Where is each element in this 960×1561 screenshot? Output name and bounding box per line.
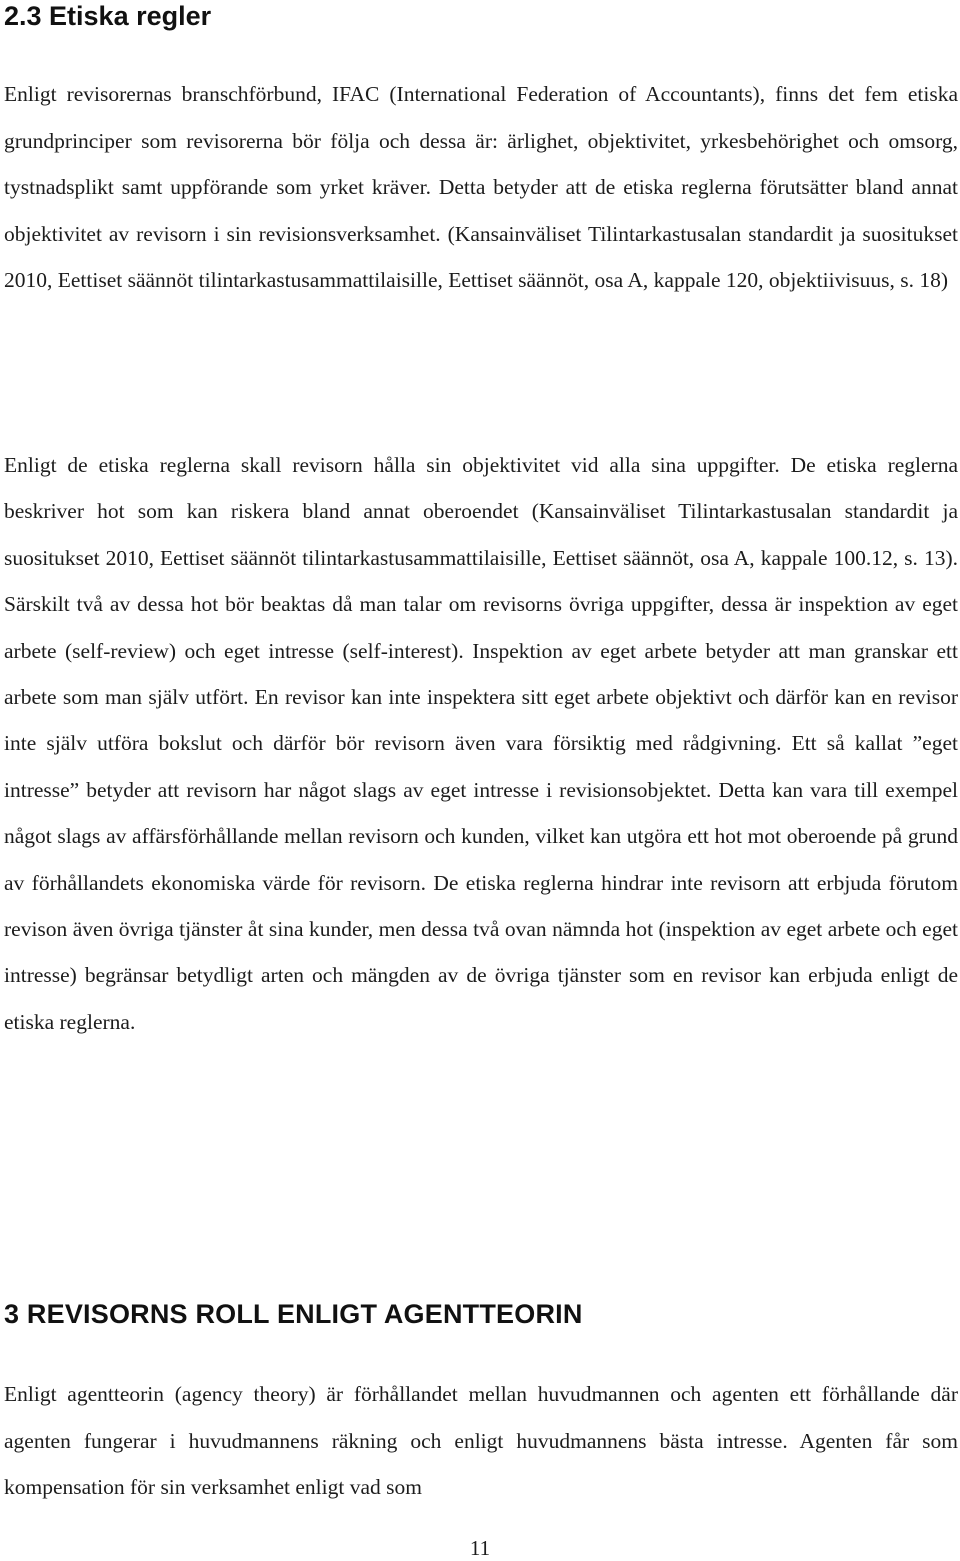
paragraph-agency-theory: Enligt agentteorin (agency theory) är förhållandet mellan huvudmannen och agenten ett förhållande där agenten fungerar i huvudmannens räkning och enligt huvudmannens bästa intresse. Agenten får som kompensation för sin verksamhet enligt vad som bbox=[4, 1382, 958, 1500]
paragraph-objectivity-threats: Enligt de etiska reglerna skall revisorn hålla sin objektivitet vid alla sina uppgifter. De etiska reglerna beskriver hot som kan riskera bland annat oberoendet (Kansainväliset Tilintarkastusalan standardit ja suositukset 2010, Eettiset säännöt tilintarkastusammattilaisille, Eettiset säännöt, osa A, kappale 100.12, s. 13). Särskilt två av dessa hot bör beaktas då man talar om revisorns övriga uppgifter, dessa är inspektion av eget arbete (self-review) och eget intresse (self-interest). Inspektion av eget arbete betyder att man granskar ett arbete som man själv utfört. En revisor kan inte inspektera sitt eget arbete objektivt och därför kan en revisor inte själv utföra bokslut och därför bör revisorn även vara försiktig med rådgivning. Ett så kallat ”eget intresse” betyder att revisorn har något slags av eget intresse i revisionsobjektet. Detta kan vara till exempel något slags av affärsförhållande mellan revisorn och kunden, vilket kan utgöra ett hot mot oberoende på grund av förhållandets ekonomiska värde för revisorn. De etiska reglerna hindrar inte revisorn att erbjuda förutom revison även övriga tjänster åt sina kunder, men dessa två ovan nämnda hot (inspektion av eget arbete och eget intresse) begränsar betydligt arten och mängden av de övriga tjänster som en revisor kan erbjuda enligt de etiska reglerna. bbox=[4, 453, 958, 1034]
section-heading: 2.3 Etiska regler bbox=[4, 1, 212, 31]
paragraph-ethics-principles: Enligt revisorernas branschförbund, IFAC (International Federation of Accountants), finns det fem etiska grundprinciper som revisorerna bör följa och dessa är: ärlighet, objektivitet, yrkesbehörighet och omsorg, tystnadsplikt samt uppförande som yrket kräver. Detta betyder att de etiska reglerna förutsätter bland annat objektivitet av revisorn i sin revisionsverksamhet. (Kansainväliset Tilintarkastusalan standardit ja suositukset 2010, Eettiset säännöt tilintarkastusammattilaisille, Eettiset säännöt, osa A, kappale 120, objektiivisuus, s. 18) bbox=[4, 82, 958, 292]
chapter-heading: 3 REVISORNS ROLL ENLIGT AGENTTEORIN bbox=[4, 1299, 583, 1329]
page-number: 11 bbox=[469, 1536, 491, 1560]
